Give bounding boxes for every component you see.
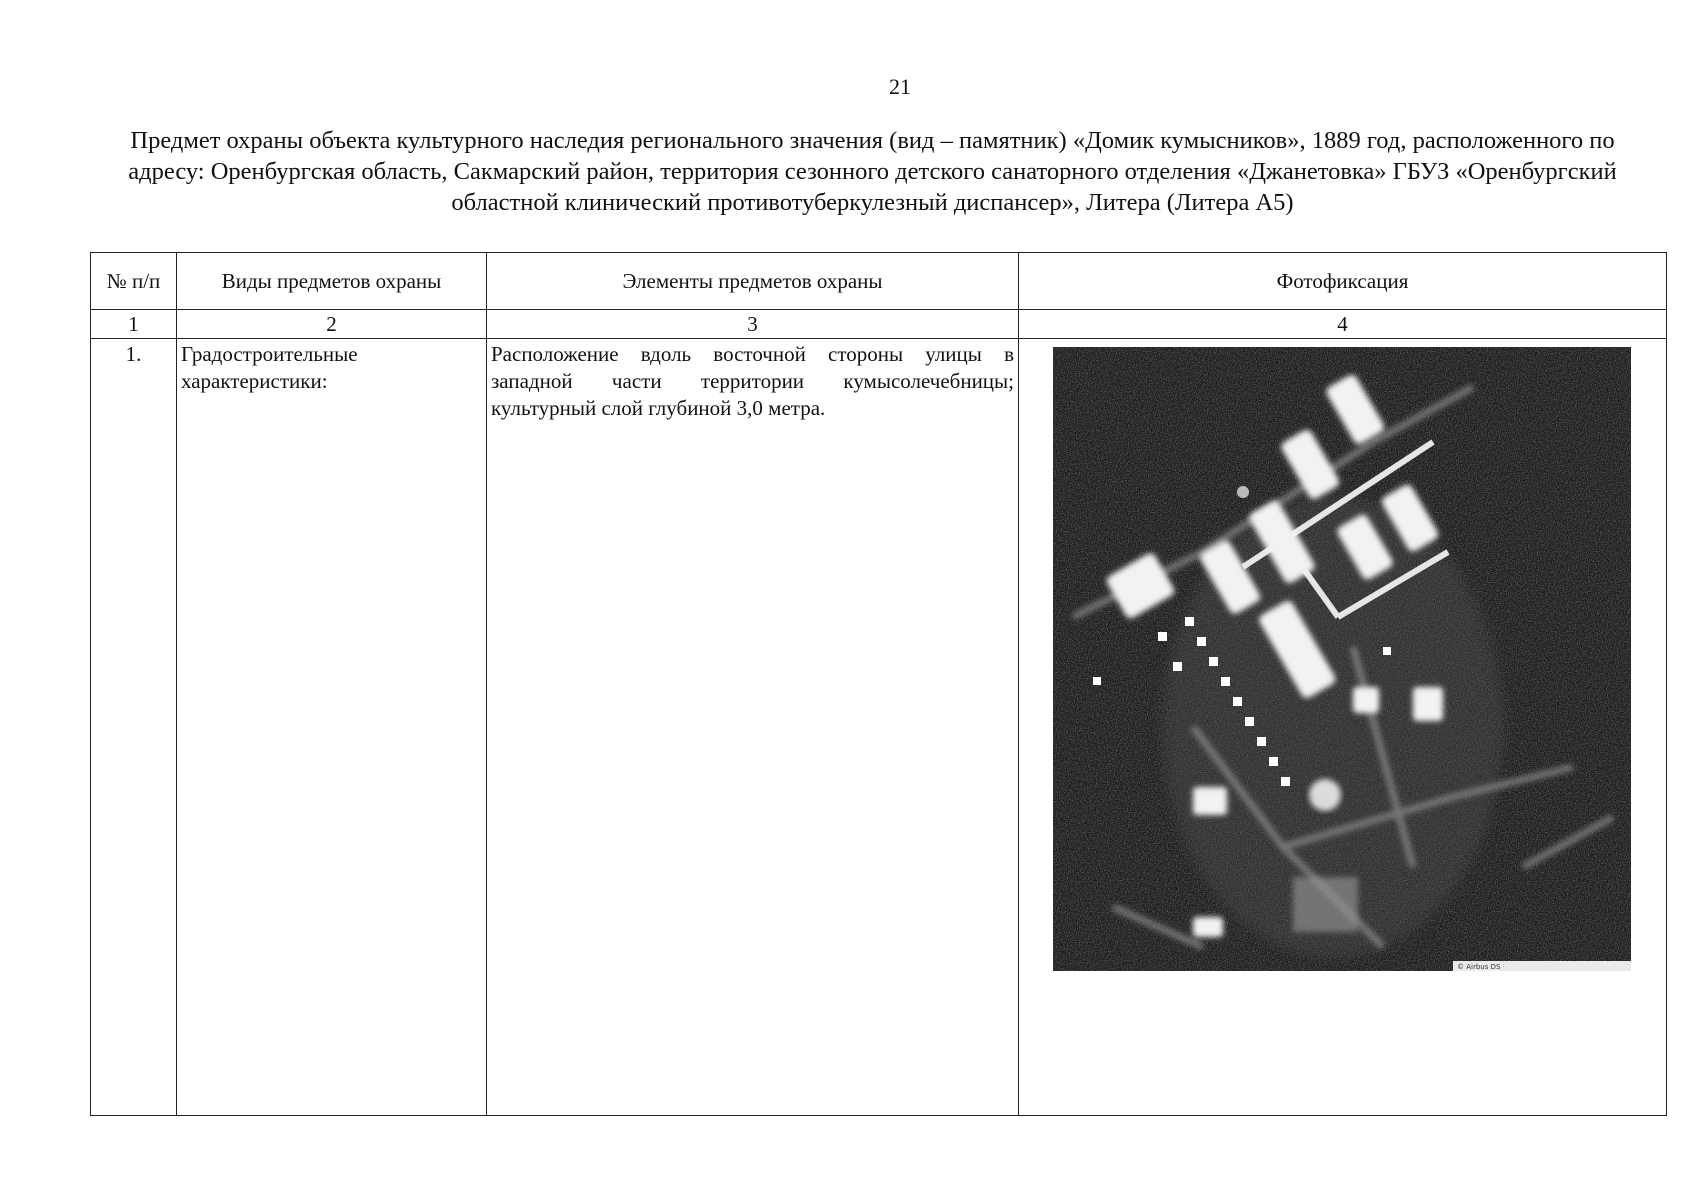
header-protection-type: Виды предметов охраны: [177, 253, 487, 310]
page-number: 21: [889, 74, 911, 99]
column-number-1: 1: [91, 310, 177, 339]
column-number-2: 2: [177, 310, 487, 339]
row-number: 1.: [91, 339, 177, 1116]
svg-text:© Airbus DS: © Airbus DS: [1457, 963, 1501, 971]
column-number-4: 4: [1019, 310, 1667, 339]
row-protection-type: Градостроительные характеристики:: [177, 339, 487, 1116]
header-row: [91, 253, 1667, 310]
heritage-protection-table: [90, 252, 1667, 1116]
satellite-image: [1053, 347, 1631, 971]
header-photo: Фотофиксация: [1019, 253, 1667, 310]
table-row: [91, 339, 1667, 1116]
column-number-3: 3: [487, 310, 1019, 339]
satellite-map-graphic: [1053, 347, 1631, 971]
row-photo-cell: [1019, 339, 1667, 1116]
header-number: № п/п: [91, 253, 177, 310]
document-title: Предмет охраны объекта культурного наследия регионального значения (вид – памятник) «Домик кумысников», 1889 год, расположенного по адресу: Оренбургская область, Сакмарский район, территория сезонного детского санаторного отделения «Джанетовка» ГБУЗ «Оренбургский областной клинический противотуберкулезный диспансер», Литера (Литера А5): [128, 127, 1617, 216]
header-protection-elements: Элементы предметов охраны: [487, 253, 1019, 310]
row-protection-elements: Расположение вдоль восточной стороны улицы в западной части территории кумысолечебницы; культурный слой глубиной 3,0 метра.: [487, 339, 1019, 1116]
column-number-row: [91, 310, 1667, 339]
